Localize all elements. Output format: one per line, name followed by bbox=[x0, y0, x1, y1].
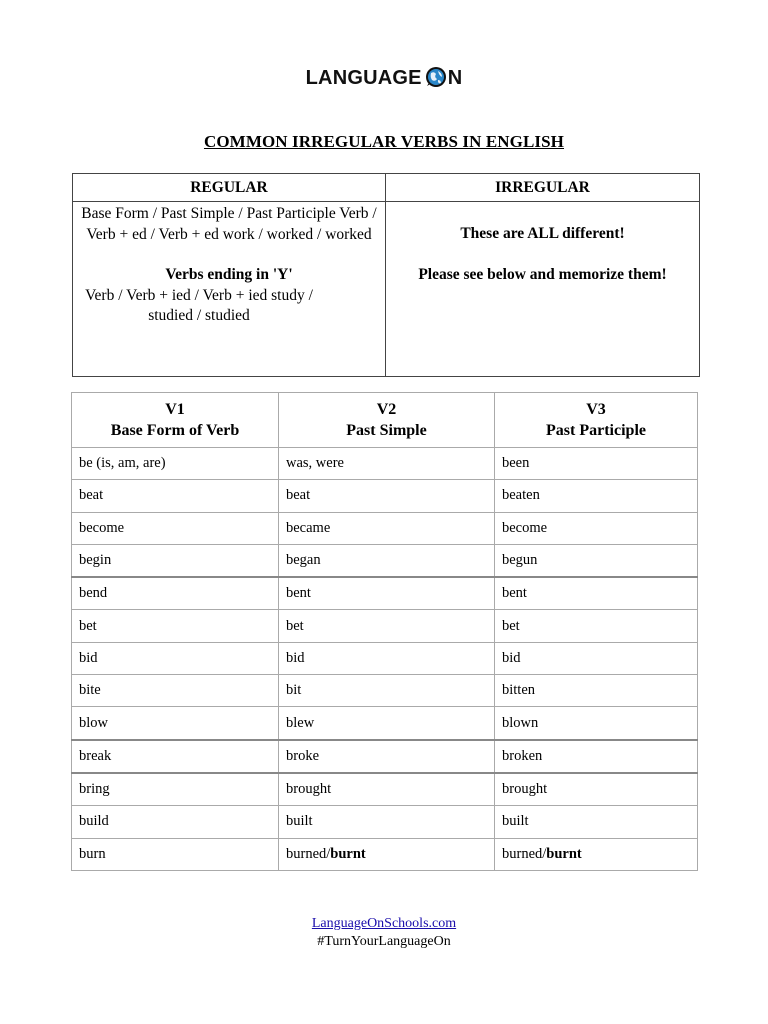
cell-v2: was, were bbox=[279, 448, 495, 480]
cell-v1: bid bbox=[72, 642, 279, 674]
table-row bbox=[72, 544, 698, 577]
table-row bbox=[72, 512, 698, 544]
cell-v1: beat bbox=[72, 480, 279, 512]
cell-v2: blew bbox=[279, 707, 495, 740]
cell-v2: bet bbox=[279, 610, 495, 642]
cell-v2: broke bbox=[279, 740, 495, 773]
y-rule-heading: Verbs ending in 'Y' bbox=[165, 266, 293, 283]
header-v1-label: Base Form of Verb bbox=[110, 422, 240, 439]
table-row bbox=[72, 642, 698, 674]
website-link[interactable]: LanguageOnSchools.com bbox=[311, 916, 457, 931]
table-row bbox=[72, 610, 698, 642]
cell-v2: bent bbox=[279, 577, 495, 610]
cell-v1: bet bbox=[72, 610, 279, 642]
header-v2-label: Past Simple bbox=[346, 422, 427, 439]
cell-v1: blow bbox=[72, 707, 279, 740]
cell-v3: bitten bbox=[495, 675, 698, 707]
cell-v1: bend bbox=[72, 577, 279, 610]
regular-rule-cell bbox=[73, 202, 386, 377]
cell-v1: bring bbox=[72, 773, 279, 806]
cell-v1: break bbox=[72, 740, 279, 773]
table-row bbox=[72, 838, 698, 870]
cell-v1: begin bbox=[72, 544, 279, 577]
hashtag: #TurnYourLanguageOn bbox=[317, 934, 451, 949]
header-v1-code: V1 bbox=[165, 401, 185, 418]
cell-v1: be (is, am, are) bbox=[72, 448, 279, 480]
cell-v1: build bbox=[72, 806, 279, 838]
cell-v3: brought bbox=[495, 773, 698, 806]
table-row bbox=[72, 675, 698, 707]
memorize-note: Please see below and memorize them! bbox=[418, 265, 667, 283]
cell-v3: blown bbox=[495, 707, 698, 740]
cell-v3 bbox=[495, 838, 698, 870]
table-row bbox=[72, 806, 698, 838]
cell-v3-bold-part: burnt bbox=[546, 845, 582, 862]
logo bbox=[0, 66, 768, 102]
cell-v3: bent bbox=[495, 577, 698, 610]
rules-header-row bbox=[73, 174, 700, 202]
cell-v2: became bbox=[279, 512, 495, 544]
cell-v1: bite bbox=[72, 675, 279, 707]
header-v3-label: Past Participle bbox=[546, 422, 646, 439]
cell-v3: become bbox=[495, 512, 698, 544]
rules-body-row bbox=[73, 202, 700, 377]
cell-v3: begun bbox=[495, 544, 698, 577]
cell-v2: built bbox=[279, 806, 495, 838]
table-row bbox=[72, 480, 698, 512]
table-row bbox=[72, 707, 698, 740]
cell-v2 bbox=[279, 838, 495, 870]
table-row bbox=[72, 448, 698, 480]
header-v2-code: V2 bbox=[376, 401, 397, 418]
cell-v2-bold-part: burnt bbox=[330, 845, 366, 862]
cell-v3: built bbox=[495, 806, 698, 838]
globe-speech-bubble-icon bbox=[423, 66, 447, 90]
table-row bbox=[72, 773, 698, 806]
regular-rule-text: Base Form / Past Simple / Past Participle Verb / Verb + ed / Verb + ed work / worked / worked bbox=[81, 205, 377, 243]
cell-v3: been bbox=[495, 448, 698, 480]
table-row bbox=[72, 577, 698, 610]
cell-v2: brought bbox=[279, 773, 495, 806]
rules-header-regular: REGULAR bbox=[73, 174, 386, 202]
cell-v2: began bbox=[279, 544, 495, 577]
irregular-rule-cell bbox=[386, 202, 700, 377]
y-rule-text: Verb / Verb + ied / Verb + ied study / studied / studied bbox=[85, 286, 313, 324]
cell-v3: broken bbox=[495, 740, 698, 773]
cell-v3: beaten bbox=[495, 480, 698, 512]
irregular-note: These are ALL different! bbox=[460, 225, 625, 242]
cell-v3-regular-part: burned/ bbox=[502, 845, 547, 862]
header-v1 bbox=[72, 393, 279, 448]
rules-header-irregular: IRREGULAR bbox=[386, 174, 700, 202]
page-title: COMMON IRREGULAR VERBS IN ENGLISH bbox=[203, 132, 565, 151]
table-row bbox=[72, 740, 698, 773]
cell-v2: bit bbox=[279, 675, 495, 707]
header-v3-code: V3 bbox=[586, 401, 606, 418]
cell-v2: beat bbox=[279, 480, 495, 512]
footer bbox=[0, 915, 768, 951]
verbs-table bbox=[71, 392, 698, 871]
cell-v3: bid bbox=[495, 642, 698, 674]
cell-v3: bet bbox=[495, 610, 698, 642]
header-v2 bbox=[279, 393, 495, 448]
header-v3 bbox=[495, 393, 698, 448]
logo-wordmark bbox=[306, 66, 463, 90]
cell-v1: burn bbox=[72, 838, 279, 870]
logo-text-before: LANGUAGE bbox=[305, 66, 422, 89]
cell-v2: bid bbox=[279, 642, 495, 674]
verbs-header-row bbox=[72, 393, 698, 448]
cell-v1: become bbox=[72, 512, 279, 544]
logo-text-after: N bbox=[447, 66, 463, 89]
rules-table bbox=[72, 173, 700, 377]
cell-v2-regular-part: burned/ bbox=[286, 845, 331, 862]
